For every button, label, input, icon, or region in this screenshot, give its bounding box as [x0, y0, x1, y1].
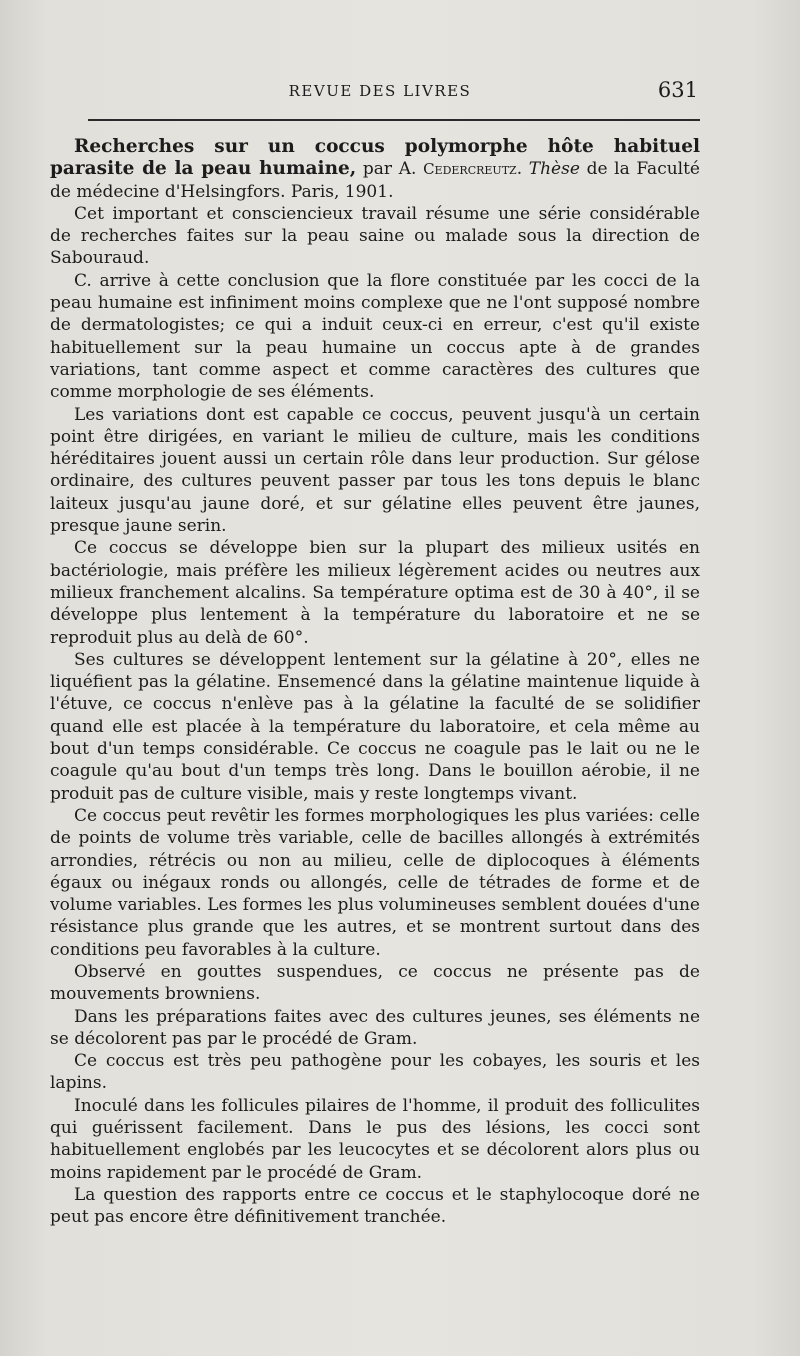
author-name: Cedercreutz: [423, 160, 517, 179]
paragraph: C. arrive à cette conclusion que la flore constituée par les cocci de la peau humaine est infiniment moins complexe que ne l'ont supposé nombre de dermatologistes; ce qui a induit ceux-ci en erreur, c'est qu'il existe habituellement sur la peau humaine un coccus apte à de grandes variations, tant comme aspect et comme caractères des cultures que comme morphologie de ses éléments.: [50, 270, 700, 403]
paragraph: Les variations dont est capable ce coccus, peuvent jusqu'à un certain point être dirigées, en variant le milieu de culture, mais les conditions héréditaires jouent aussi un certain rôle dans leur production. Sur gélose ordinaire, des cultures peuvent passer par tous les tons depuis le blanc laiteux jusqu'au jaune doré, et sur gélatine elles peuvent être jaunes, presque jaune serin.: [50, 404, 700, 537]
publication-info: de la Faculté de médecine d'Helsingfors. Paris, 1901.: [50, 159, 700, 202]
article-body: [50, 136, 700, 1229]
paragraph: Dans les préparations faites avec des cultures jeunes, ses éléments ne se décolorent pas par le procédé de Gram.: [50, 1006, 700, 1049]
running-head: REVUE DES LIVRES: [288, 82, 472, 100]
page-header: [60, 78, 700, 108]
byline-prefix: par A.: [356, 159, 424, 180]
paragraph: Ce coccus peut revêtir les formes morphologiques les plus variées: celle de points de volume très variable, celle de bacilles allongés à extrémités arrondies, rétrécis ou non au milieu, celle de diplocoques à éléments égaux ou inégaux ronds ou allongés, celle de tétrades de forme et de volume variables. Les formes les plus volumineuses semblent douées d'une résistance plus grande que les autres, et se montrent surtout dans des conditions peu favorables à la culture.: [50, 805, 700, 960]
paragraph: Observé en gouttes suspendues, ce coccus ne présente pas de mouvements browniens.: [50, 961, 700, 1005]
paragraph: Cet important et consciencieux travail résume une série considérable de recherches faites sur la peau saine ou malade sous la direction de Sabouraud.: [50, 203, 700, 269]
paragraph: Inoculé dans les follicules pilaires de l'homme, il produit des folliculites qui guérissent facilement. Dans le pus des lésions, les cocci sont habituellement englobés par les leucocytes et se décolorent alors plus ou moins rapidement par le procédé de Gram.: [50, 1095, 700, 1183]
article-heading: [50, 136, 700, 203]
page-number: 631: [657, 78, 698, 102]
paragraph: Ce coccus se développe bien sur la plupart des milieux usités en bactériologie, mais préfère les milieux légèrement acides ou neutres aux milieux franchement alcalins. Sa température optima est de 30 à 40°, il se développe plus lentement à la température du laboratoire et ne se reproduit plus au delà de 60°.: [50, 538, 700, 648]
paragraph: La question des rapports entre ce coccus et le staphylocoque doré ne peut pas encore être définitivement tranchée.: [50, 1184, 700, 1228]
header-rule: [88, 119, 700, 121]
paragraph: Ce coccus est très peu pathogène pour les cobayes, les souris et les lapins.: [50, 1051, 700, 1094]
article-title: Recherches sur un coccus polymorphe hôte habituel parasite de la peau humaine,: [50, 136, 700, 180]
byline-separator: .: [516, 159, 529, 180]
paragraph: Ses cultures se développent lentement sur la gélatine à 20°, elles ne liquéfient pas la gélatine. Ensemencé dans la gélatine maintenue liquide à l'étuve, ce coccus n'enlève pas à la gélatine la faculté de se solidifier quand elle est placée à la température du laboratoire, et cela même au bout d'un temps considérable. Ce coccus ne coagule pas le lait ou ne le coagule qu'au bout d'un temps très long. Dans le bouillon aérobie, il ne produit pas de culture visible, mais y reste longtemps vivant.: [50, 649, 700, 804]
thesis-label: Thèse: [528, 159, 580, 180]
